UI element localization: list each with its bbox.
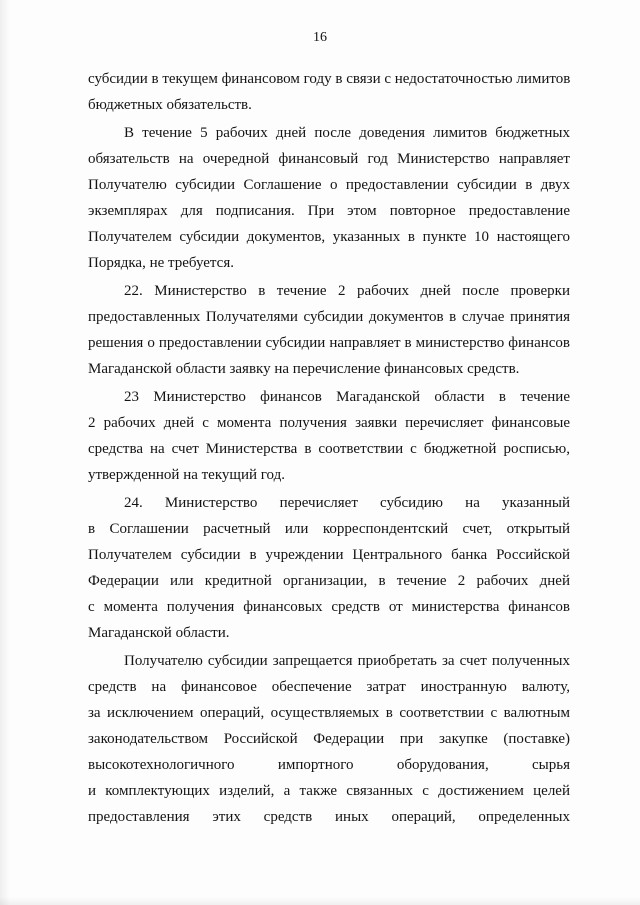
text-line: и комплектующих изделий, а также связанных с достижением целей <box>88 783 570 799</box>
text-line: предоставленных Получателями субсидии документов в случае принятия <box>88 309 570 325</box>
text-line: 2 рабочих дней с момента получения заявки перечисляет финансовые <box>88 415 570 431</box>
text-line: Получателем субсидии документов, указанных в пункте 10 настоящего <box>88 229 570 245</box>
text-line: 22. Министерство в течение 2 рабочих дней после проверки <box>124 283 570 299</box>
text-line: Получателю субсидии Соглашение о предоставлении субсидии в двух <box>88 177 570 193</box>
text-line: экземплярах для подписания. При этом повторное предоставление <box>88 203 570 219</box>
text-line: Порядка, не требуется. <box>88 255 234 271</box>
scan-shadow-left <box>0 0 10 905</box>
document-body <box>88 66 570 830</box>
page-number: 16 <box>313 30 327 45</box>
text-line: 24. Министерство перечисляет субсидию на указанный <box>124 495 570 511</box>
text-line: средства на счет Министерства в соответствии с бюджетной росписью, <box>88 441 570 457</box>
text-line: обязательств на очередной финансовый год Министерство направляет <box>88 151 570 167</box>
text-line: за исключением операций, осуществляемых в соответствии с валютным <box>88 705 570 721</box>
text-line: утвержденной на текущий год. <box>88 467 285 483</box>
text-line: Федерации или кредитной организации, в течение 2 рабочих дней <box>88 573 570 589</box>
text-line: в Соглашении расчетный или корреспондентский счет, открытый <box>88 521 570 537</box>
text-line: законодательством Российской Федерации при закупке (поставке) <box>88 731 570 747</box>
text-line: Получателю субсидии запрещается приобретать за счет полученных <box>124 653 570 669</box>
text-line: Магаданской области заявку на перечисление финансовых средств. <box>88 361 520 377</box>
text-line: 23 Министерство финансов Магаданской области в течение <box>124 389 570 405</box>
text-line: решения о предоставлении субсидии направляет в министерство финансов <box>88 335 570 351</box>
text-line: предоставления этих средств иных операций, определенных <box>88 809 570 825</box>
text-line: высокотехнологичного импортного оборудования, сырья <box>88 757 570 773</box>
text-line: средств на финансовое обеспечение затрат иностранную валюту, <box>88 679 570 695</box>
text-line: Получателем субсидии в учреждении Центрального банка Российской <box>88 547 570 563</box>
text-line: бюджетных обязательств. <box>88 97 252 113</box>
text-line: В течение 5 рабочих дней после доведения лимитов бюджетных <box>124 125 570 141</box>
text-line: с момента получения финансовых средств от министерства финансов <box>88 599 570 615</box>
text-line: субсидии в текущем финансовом году в связи с недостаточностью лимитов <box>88 71 571 87</box>
text-line: Магаданской области. <box>88 625 230 641</box>
scan-shadow-bottom <box>0 897 640 905</box>
